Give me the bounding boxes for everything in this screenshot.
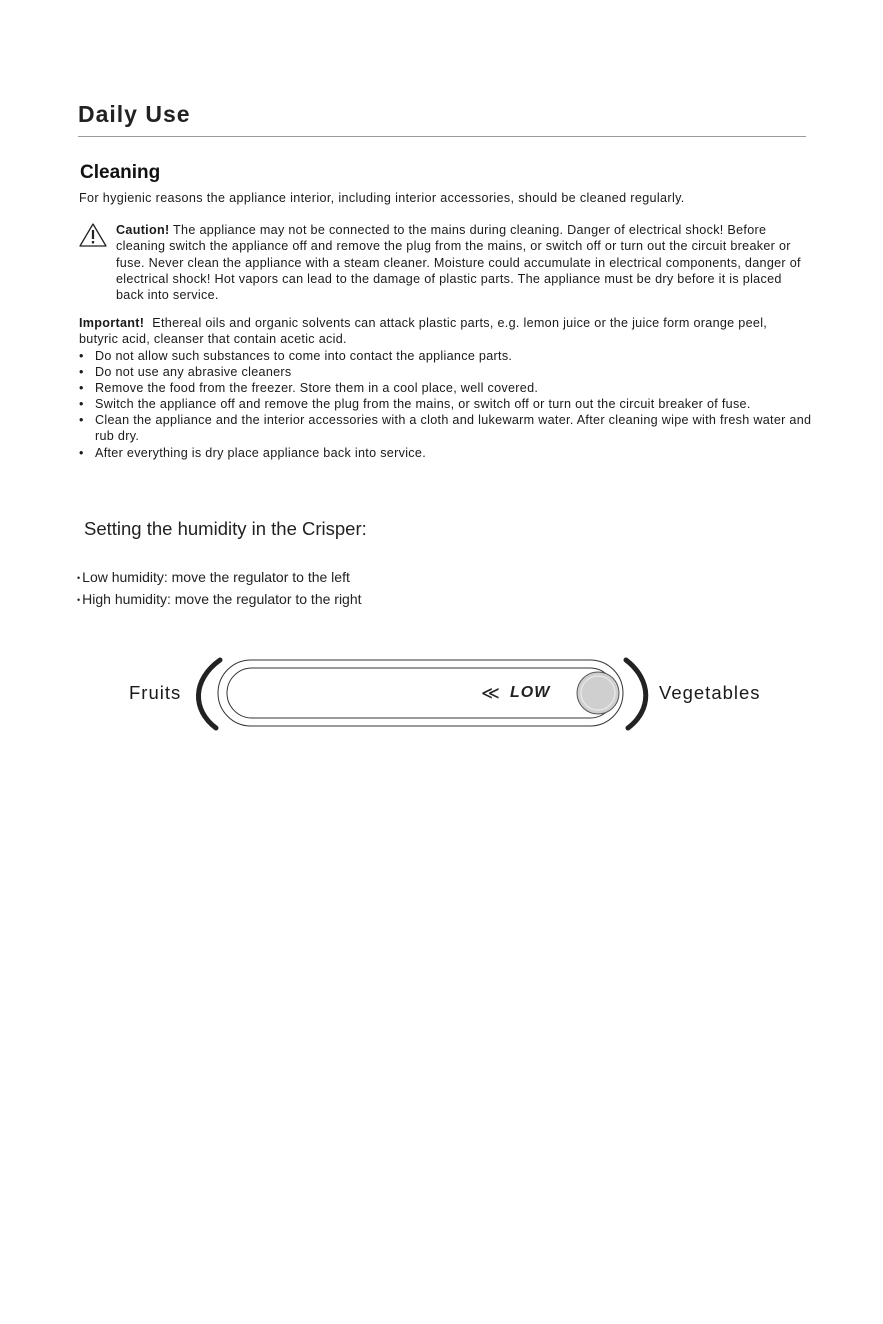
regulator-right-label: Vegetables	[659, 682, 761, 703]
humidity-instructions	[77, 567, 362, 611]
slider-knob-icon	[577, 672, 619, 714]
caution-label: Caution!	[116, 223, 170, 237]
regulator-low-label: LOW	[510, 684, 551, 701]
humidity-heading: Setting the humidity in the Crisper:	[84, 518, 367, 539]
list-item: • Low humidity: move the regulator to the left	[77, 569, 350, 585]
double-chevron-left-icon: ≪	[481, 683, 500, 703]
slider-track-outer	[218, 660, 623, 726]
important-text: Ethereal oils and organic solvents can attack plastic parts, e.g. lemon juice or the juice form orange peel, butyric acid, cleanser that contain acetic acid.	[79, 316, 768, 347]
slider-track-inner	[227, 668, 615, 718]
page-title: Daily Use	[78, 101, 191, 127]
list-item: • Do not allow such substances to come into contact the appliance parts.	[79, 349, 513, 363]
section-heading-cleaning: Cleaning	[80, 162, 161, 183]
left-bracket-icon	[198, 660, 220, 728]
list-item: • High humidity: move the regulator to the right	[77, 590, 362, 607]
list-item: • Clean the appliance and the interior accessories with a cloth and lukewarm water. After cleaning wipe with fresh water and rub dry.	[79, 413, 812, 444]
cleaning-intro: For hygienic reasons the appliance interior, including interior accessories, should be cleaned regularly.	[79, 191, 685, 205]
right-bracket-icon	[626, 660, 646, 728]
list-item: • Switch the appliance off and remove the plug from the mains, or switch off or turn out the circuit breaker of fuse.	[79, 397, 751, 412]
list-item: • Remove the food from the freezer. Store them in a cool place, well covered.	[79, 381, 539, 396]
important-label: Important!	[79, 316, 145, 330]
caution-text: The appliance may not be connected to the mains during cleaning. Danger of electrical shock! Before cleaning switch the appliance off and remove the plug from the mains, or switch off or turn out the circuit breaker or fuse. Never clean the appliance with a steam cleaner. Moisture could accumulate in electrical components, danger of electrical shock! Hot vapors can lead to the damage of plastic parts. The appliance must be dry before it is placed back into service.	[116, 223, 801, 303]
warning-triangle-icon	[78, 222, 108, 248]
title-divider	[78, 136, 806, 137]
caution-paragraph	[116, 222, 806, 303]
list-item: • After everything is dry place appliance back into service.	[79, 445, 427, 460]
list-item: • Do not use any abrasive cleaners	[79, 365, 292, 380]
regulator-left-label: Fruits	[129, 682, 182, 703]
important-paragraph	[79, 315, 809, 348]
cleaning-bullet-list	[79, 348, 829, 461]
